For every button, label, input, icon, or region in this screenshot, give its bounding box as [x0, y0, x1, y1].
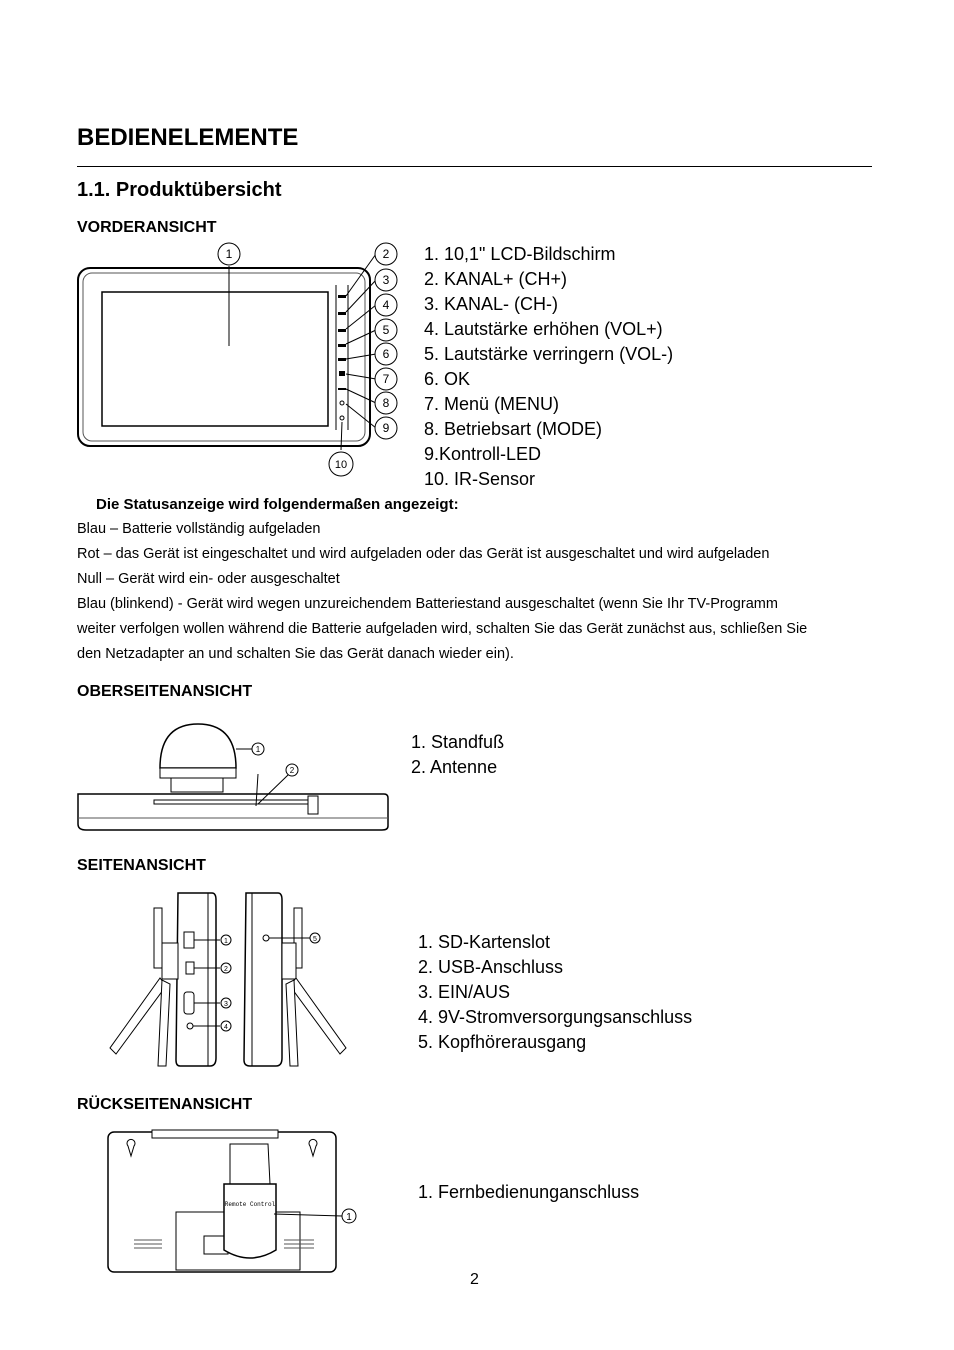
callout-1: 1 — [346, 1212, 352, 1223]
callout-6: 6 — [382, 347, 390, 361]
callout-5: 5 — [313, 936, 317, 943]
status-line: den Netzadapter an und schalten Sie das Gerät danach wieder ein). — [77, 646, 514, 662]
side-view-heading: SEITENANSICHT — [77, 857, 206, 874]
list-item: 3. KANAL- (CH-) — [424, 294, 559, 314]
back-view-figure — [104, 1126, 362, 1276]
list-item: 2. KANAL+ (CH+) — [424, 269, 568, 289]
list-item: 1. SD-Kartenslot — [418, 932, 551, 952]
list-item: 3. EIN/AUS — [418, 982, 511, 1002]
callout-9: 9 — [382, 421, 390, 435]
page-title: BEDIENELEMENTE — [77, 124, 299, 151]
callout-5: 5 — [382, 323, 390, 337]
list-item: 1. Standfuß — [411, 732, 505, 752]
front-view-heading: VORDERANSICHT — [77, 219, 217, 236]
status-title: Die Statusanzeige wird folgendermaßen angezeigt: — [96, 496, 459, 513]
side-view-figure — [100, 888, 352, 1072]
callout-8: 8 — [382, 396, 390, 410]
list-item: 5. Kopfhörerausgang — [418, 1032, 587, 1052]
callout-1: 1 — [255, 745, 261, 754]
back-view-heading: RÜCKSEITENANSICHT — [77, 1096, 253, 1113]
list-item: 1. Fernbedienunganschluss — [418, 1182, 640, 1202]
status-line: Rot – das Gerät ist eingeschaltet und wird aufgeladen oder das Gerät ist ausgeschaltet und wird aufgeladen — [77, 546, 770, 562]
title-divider — [77, 166, 872, 167]
device-label: Remote Control — [224, 1201, 276, 1208]
top-view-list — [411, 730, 504, 780]
front-view-figure — [76, 240, 406, 480]
callout-2: 2 — [382, 247, 390, 261]
list-item: 4. 9V-Stromversorgungsanschluss — [418, 1007, 693, 1027]
back-view-list — [418, 1180, 639, 1205]
list-item: 5. Lautstärke verringern (VOL-) — [424, 344, 674, 364]
status-line: weiter verfolgen wollen während die Batterie aufgeladen wird, schalten Sie das Gerät zunächst aus, schließen Sie — [77, 621, 808, 637]
page-number: 2 — [470, 1271, 479, 1288]
front-view-list — [424, 242, 673, 492]
list-item: 6. OK — [424, 369, 471, 389]
callout-1: 1 — [225, 247, 233, 261]
callout-7: 7 — [382, 372, 390, 386]
list-item: 2. Antenne — [411, 757, 498, 777]
list-item: 7. Menü (MENU) — [424, 394, 560, 414]
callout-10: 10 — [334, 459, 348, 471]
list-item: 8. Betriebsart (MODE) — [424, 419, 603, 439]
top-view-heading: OBERSEITENANSICHT — [77, 683, 253, 700]
callout-4: 4 — [224, 1024, 228, 1031]
callout-3: 3 — [382, 273, 390, 287]
callout-4: 4 — [382, 298, 390, 312]
side-view-list — [418, 930, 692, 1055]
top-view-figure — [76, 718, 392, 836]
section-title: 1.1. Produktübersicht — [77, 179, 282, 201]
callout-2: 2 — [289, 766, 295, 775]
callout-3: 3 — [224, 1001, 228, 1008]
callout-2: 2 — [224, 966, 228, 973]
status-line: Null – Gerät wird ein- oder ausgeschaltet — [77, 571, 340, 587]
list-item: 1. 10,1" LCD-Bildschirm — [424, 244, 616, 264]
status-line: Blau (blinkend) - Gerät wird wegen unzureichendem Batteriestand ausgeschaltet (wenn Sie Ihr TV-Programm — [77, 596, 778, 612]
status-line: Blau – Batterie vollständig aufgeladen — [77, 521, 321, 537]
list-item: 9.Kontroll-LED — [424, 444, 542, 464]
list-item: 2. USB-Anschluss — [418, 957, 564, 977]
callout-1: 1 — [224, 938, 228, 945]
list-item: 4. Lautstärke erhöhen (VOL+) — [424, 319, 663, 339]
list-item: 10. IR-Sensor — [424, 469, 536, 489]
